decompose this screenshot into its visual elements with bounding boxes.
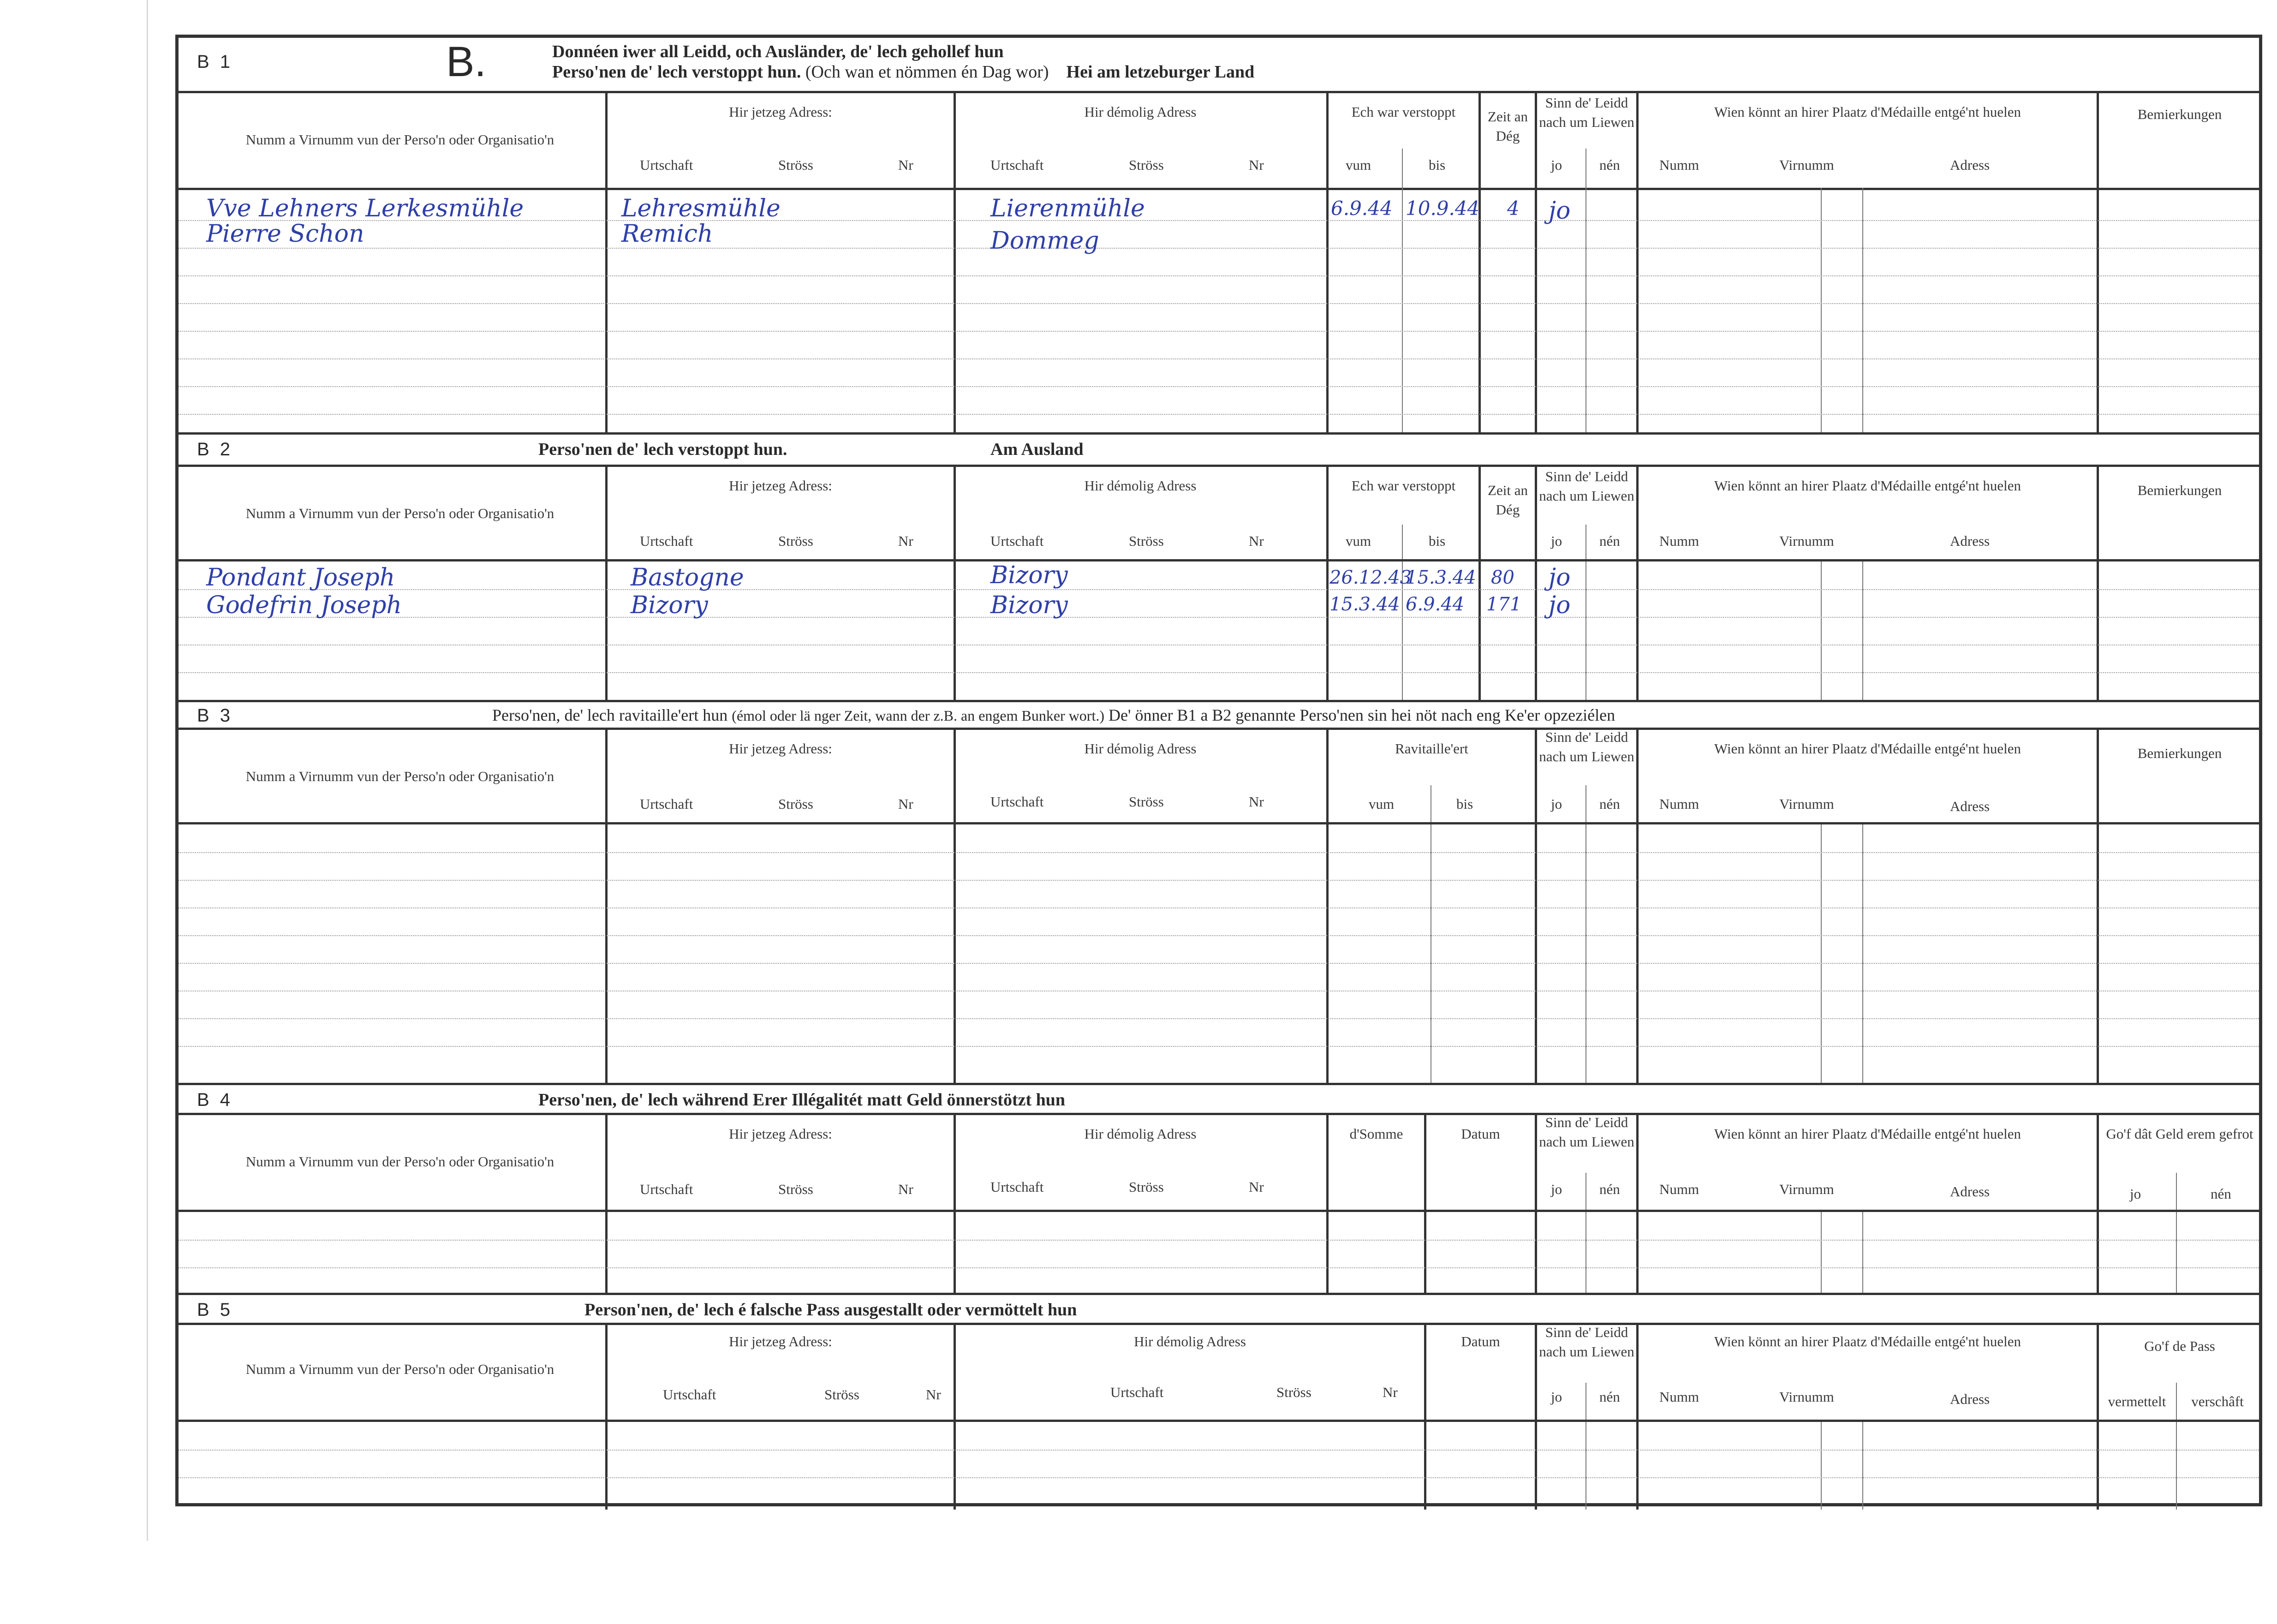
col-former-label: Hir démolig Adress [1084,1126,1197,1142]
sub-to: bis [1456,796,1473,812]
entry-days: 171 [1486,594,1522,615]
entry-name: Vve Lehners Lerkesmühle [206,195,524,222]
sub-yes: jo [2130,1186,2141,1202]
sub-no: nén [1599,1389,1620,1405]
page-edge [147,0,148,1541]
sub-lent: verschâft [2191,1393,2244,1409]
sub-street: Ströss [778,1181,813,1197]
sub-nr: Nr [898,533,913,549]
row-line [179,963,2259,964]
section-code: B 4 [197,1090,233,1110]
col-hidden-label: Ech war verstoppt [1351,104,1456,120]
entry-current: Bizory [631,591,708,619]
sub-town: Urtschaft [640,796,693,812]
sub-town: Urtschaft [990,533,1044,549]
section-b2 [179,432,2259,700]
sub-yes: jo [1551,796,1562,812]
subcol-divider [2176,1383,2177,1510]
form-letter: B. [446,38,486,85]
section-region: Am Ausland [990,440,1084,459]
divider [179,822,2259,824]
entry-name: Pondant Joseph [206,564,395,591]
col-hidden-label: Ech war verstoppt [1351,478,1456,494]
sub-name: Numm [1659,533,1699,549]
sub-street: Ströss [1276,1384,1311,1400]
sub-town: Urtschaft [640,1181,693,1197]
row-line [179,1240,2259,1241]
row-line [179,1018,2259,1019]
sub-address: Adress [1950,1391,1990,1407]
sub-yes: jo [1551,1389,1562,1405]
col-divider [954,465,956,700]
col-date-label: Datum [1461,1126,1500,1142]
col-divider [1535,91,1537,432]
sub-no: nén [1599,1181,1620,1197]
row-line [179,275,2259,276]
col-divider [954,728,956,1083]
sub-nr: Nr [898,1181,913,1197]
subcol-divider [1821,1422,1822,1510]
col-former-label: Hir démolig Adress [1084,740,1197,757]
section-code: B 3 [197,705,233,726]
col-former-label: Hir démolig Adress [1084,104,1197,120]
sub-street: Ströss [778,533,813,549]
section-b3 [179,700,2259,1083]
row-line [179,248,2259,249]
section-title [552,42,1254,82]
section-b1 [179,38,2259,432]
subcol-divider [1862,1212,1863,1293]
col-divider [1535,728,1537,1083]
sub-street: Ströss [1129,1179,1164,1195]
sub-to: bis [1429,533,1446,549]
section-code: B 1 [197,52,233,72]
sub-street: Ströss [1129,794,1164,810]
sub-first: Virnumm [1779,1389,1834,1405]
col-remarks-label: Bemierkungen [2137,745,2222,761]
entry-current: Lehresmühle [621,195,781,222]
sub-town: Urtschaft [640,533,693,549]
row-line [179,617,2259,618]
sub-name: Numm [1659,1389,1699,1405]
subcol-divider [1402,525,1403,700]
col-sum-label: d'Somme [1349,1126,1403,1142]
sub-town: Urtschaft [1110,1384,1164,1400]
col-time-label: Zeit an Dég [1488,482,1528,518]
entry-name: Pierre Schon [206,220,364,248]
entry-to: 6.9.44 [1406,594,1465,615]
col-current-label: Hir jetzeg Adress: [729,1126,832,1142]
divider [179,91,2259,93]
col-divider [1326,465,1329,700]
col-medal-label: Wien könnt an hirer Plaatz d'Médaille entgé'nt huelen [1714,740,2021,757]
entry-days: 80 [1491,567,1514,588]
section-header [179,1293,2259,1325]
col-current-label: Hir jetzeg Adress: [729,1333,832,1349]
col-life-label: Sinn de' Leidd nach um Liewen [1539,95,1634,130]
col-medal-label: Wien könnt an hirer Plaatz d'Médaille entgé'nt huelen [1714,1333,2021,1349]
sub-to: bis [1429,157,1446,173]
sub-town: Urtschaft [640,157,693,173]
sub-no: nén [1599,796,1620,812]
row-line [179,358,2259,359]
form-frame [175,35,2262,1506]
col-remarks-label: Bemierkungen [2137,106,2222,122]
sub-no: nén [1599,157,1620,173]
sub-street: Ströss [778,796,813,812]
sub-name: Numm [1659,157,1699,173]
section-title: Perso'nen de' lech verstoppt hun. [538,440,787,459]
subcol-divider [1821,561,1822,700]
row-line [179,1477,2259,1478]
col-time-label: Zeit an Dég [1488,108,1528,144]
entry-from: 26.12.43 [1329,567,1412,588]
entry-former: Lierenmühle [990,195,1145,222]
entry-alive: jo [1549,197,1571,225]
col-divider [605,91,608,432]
col-medal-label: Wien könnt an hirer Plaatz d'Médaille entgé'nt huelen [1714,1126,2021,1142]
col-name-label: Numm a Virnumm vun der Perso'n oder Organisatio'n [245,131,554,148]
section-title: Perso'nen, de' lech ravitaille'ert hun (émol oder lä nger Zeit, wann der z.B. an engem Bunker wort.) De' önner B1 a B2 genannte Perso'nen sin hei nöt nach eng Ke'er opzeziélen [492,706,1615,724]
sub-address: Adress [1950,157,1990,173]
title-line1: Donnéen iwer all Leidd, och Ausländer, de' lech gehollef hun [552,42,1004,61]
sub-name: Numm [1659,1181,1699,1197]
sub-nr: Nr [926,1386,941,1403]
col-divider [1636,91,1639,432]
section-title: Person'nen, de' lech é falsche Pass ausgestallt oder vermöttelt hun [584,1300,1077,1320]
subcol-divider [1821,824,1822,1083]
col-current-label: Hir jetzeg Adress: [729,740,832,757]
divider [179,188,2259,190]
col-former-label: Hir démolig Adress [1134,1333,1246,1349]
row-line [179,672,2259,673]
subcol-divider [1862,188,1863,432]
row-line [179,414,2259,415]
section-b4 [179,1083,2259,1293]
entry-alive: jo [1549,591,1571,619]
sub-yes: jo [1551,1181,1562,1197]
sub-nr: Nr [1249,533,1264,549]
col-life-label: Sinn de' Leidd nach um Liewen [1539,468,1634,504]
row-line [179,935,2259,936]
row-line [179,852,2259,853]
sub-town: Urtschaft [663,1386,716,1403]
entry-former: Dommeg [990,227,1099,255]
row-line [179,303,2259,304]
col-medal-label: Wien könnt an hirer Plaatz d'Médaille entgé'nt huelen [1714,104,2021,120]
col-remarks-label: Bemierkungen [2137,482,2222,498]
col-life-label: Sinn de' Leidd nach um Liewen [1539,729,1634,764]
sub-from: vum [1346,533,1371,549]
entry-from: 15.3.44 [1329,594,1400,615]
sub-address: Adress [1950,533,1990,549]
col-divider [954,91,956,432]
col-name-label: Numm a Virnumm vun der Perso'n oder Organisatio'n [245,1361,554,1377]
entry-to: 15.3.44 [1406,567,1476,588]
sub-town: Urtschaft [990,1179,1044,1195]
entry-from: 6.9.44 [1331,197,1393,220]
col-divider [2097,91,2099,432]
sub-nr: Nr [1249,794,1264,810]
sub-no: nén [2211,1186,2231,1202]
sub-from: vum [1369,796,1395,812]
col-divider [605,465,608,700]
section-b5 [179,1293,2259,1510]
entry-days: 4 [1507,197,1520,220]
sub-no: nén [1599,533,1620,549]
col-current-label: Hir jetzeg Adress: [729,104,832,120]
sub-street: Ströss [1129,533,1164,549]
divider [179,559,2259,561]
sub-nr: Nr [1249,157,1264,173]
col-divider [2097,728,2099,1083]
row-line [179,1450,2259,1451]
subcol-divider [1862,1422,1863,1510]
entry-current: Bastogne [631,564,744,591]
sub-first: Virnumm [1779,533,1834,549]
subcol-divider [1862,824,1863,1083]
sub-street: Ströss [778,157,813,173]
sub-nr: Nr [898,157,913,173]
col-life-label: Sinn de' Leidd nach um Liewen [1539,1114,1634,1150]
row-line [179,1046,2259,1047]
sub-first: Virnumm [1779,1181,1834,1197]
divider [179,1420,2259,1422]
col-date-label: Datum [1461,1333,1500,1349]
col-current-label: Hir jetzeg Adress: [729,478,832,494]
section-header [179,432,2259,467]
col-divider [605,728,608,1083]
col-divider [1636,465,1639,700]
col-divider [1326,91,1329,432]
title-line2: Perso'nen de' lech verstoppt hun. (Och wan et nömmen én Dag wor) Hei am letzeburger Land [552,62,1255,82]
divider [179,1210,2259,1212]
col-name-label: Numm a Virnumm vun der Perso'n oder Organisatio'n [245,1153,554,1170]
entry-former: Bizory [990,561,1068,589]
subcol-divider [1862,561,1863,700]
col-name-label: Numm a Virnumm vun der Perso'n oder Organisatio'n [245,768,554,784]
col-gift-label: Go'f dât Geld erem gefrot [2106,1126,2253,1142]
section-title: Perso'nen, de' lech während Erer Illégalitét matt Geld önnerstötzt hun [538,1090,1066,1110]
sub-first: Virnumm [1779,796,1834,812]
col-divider [1326,728,1329,1083]
subcol-divider [1821,1212,1822,1293]
sub-town: Urtschaft [990,157,1044,173]
row-line [179,1267,2259,1268]
col-divider [1636,728,1639,1083]
entry-name: Godefrin Joseph [206,591,402,619]
entry-to: 10.9.44 [1406,197,1480,220]
row-line [179,386,2259,387]
sub-nr: Nr [1383,1384,1398,1400]
section-code: B 5 [197,1300,233,1320]
row-line [179,589,2259,590]
sub-from: vum [1346,157,1371,173]
col-pass-label: Go'f de Pass [2144,1338,2215,1354]
sub-nr: Nr [898,796,913,812]
sub-yes: jo [1551,157,1562,173]
entry-alive: jo [1549,564,1571,591]
section-header [179,1083,2259,1115]
col-supplied-label: Ravitaille'ert [1395,740,1468,757]
sub-address: Adress [1950,798,1990,814]
sub-street: Ströss [1129,157,1164,173]
sub-nr: Nr [1249,1179,1264,1195]
section-code: B 2 [197,439,233,460]
sub-town: Urtschaft [990,794,1044,810]
sub-issued: vermettelt [2108,1393,2166,1409]
sub-street: Ströss [824,1386,859,1403]
subcol-divider [2176,1173,2177,1293]
col-name-label: Numm a Virnumm vun der Perso'n oder Organisatio'n [245,505,554,521]
subcol-divider [1402,149,1403,432]
row-line [179,331,2259,332]
row-line [179,880,2259,881]
sub-name: Numm [1659,796,1699,812]
col-medal-label: Wien könnt an hirer Plaatz d'Médaille entgé'nt huelen [1714,478,2021,494]
entry-former: Bizory [990,591,1068,619]
entry-current: Remich [621,220,713,248]
col-former-label: Hir démolig Adress [1084,478,1197,494]
subcol-divider [1821,188,1822,432]
sub-first: Virnumm [1779,157,1834,173]
col-life-label: Sinn de' Leidd nach um Liewen [1539,1324,1634,1360]
sub-address: Adress [1950,1183,1990,1200]
sub-yes: jo [1551,533,1562,549]
